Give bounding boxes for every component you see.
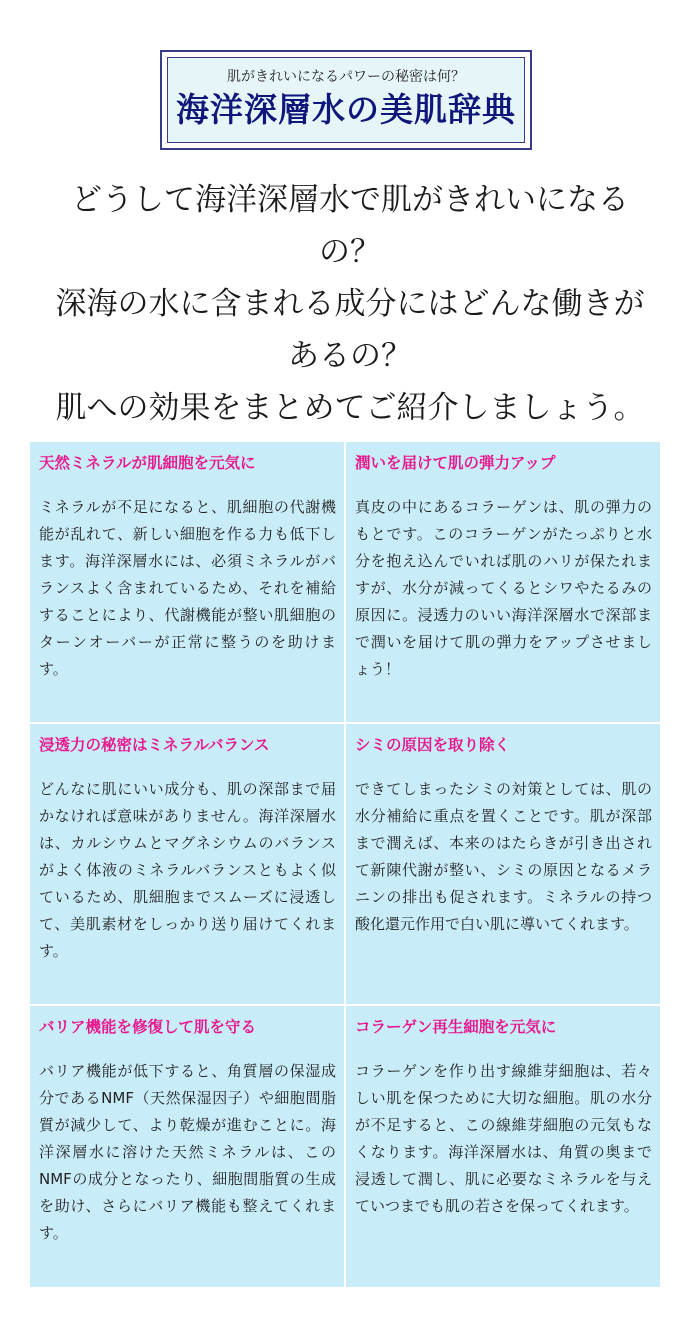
benefit-text: ミネラルが不足になると、肌細胞の代謝機能が乱れて、新しい細胞を作る力も低下します。海洋深層水には、必須ミネラルがバランスよく含まれているため、それを補給することにより、代謝機能が整い肌細胞のターンオーバーが正常に整うのを助けます。 <box>39 498 336 678</box>
benefit-card <box>346 442 660 722</box>
intro-line: の？ <box>319 234 381 270</box>
benefit-text: どんなに肌にいい成分も、肌の深部まで届かなければ意味がありません。海洋深層水は、カルシウムとマグネシウムのバランスがよく体液のミネラルバランスともよく似ているため、肌細胞までスムーズに浸透して、美肌素材をしっかり送り届けてくれます。 <box>39 780 336 960</box>
benefit-text: バリア機能が低下すると、角質層の保湿成分であるNMF（天然保湿因子）や細胞間脂質が減少して、より乾燥が進むことに。海洋深層水に溶けた天然ミネラルは、このNMFの成分となったり、細胞間脂質の生成を助け、さらにバリア機能も整えてくれます。 <box>39 1062 336 1242</box>
title-box <box>160 50 532 150</box>
page-subtitle: 肌がきれいになるパワーの秘密は何？ <box>227 69 465 85</box>
benefit-heading: シミの原因を取り除く <box>355 736 511 754</box>
intro-line: 深海の水に含まれる成分にはどんな働きが <box>55 286 645 322</box>
benefit-card <box>30 442 344 722</box>
benefit-text: できてしまったシミの対策としては、肌の水分補給に重点を置くことです。肌が深部まで潤えば、本来のはたらきが引き出されて新陳代謝が整い、シミの原因となるメラニンの排出も促されます。ミネラルの持つ酸化還元作用で白い肌に導いてくれます。 <box>355 780 652 933</box>
benefit-heading: バリア機能を修復して肌を守る <box>39 1018 257 1036</box>
benefit-heading: コラーゲン再生細胞を元気に <box>355 1018 557 1036</box>
intro-line: あるの？ <box>288 338 412 374</box>
benefit-heading: 天然ミネラルが肌細胞を元気に <box>39 454 256 472</box>
benefit-card <box>346 1006 660 1287</box>
benefit-card <box>30 1006 344 1287</box>
intro-line: どうして海洋深層水で肌がきれいになる <box>71 182 629 218</box>
benefits-grid <box>30 442 660 1287</box>
title-box-inner <box>167 57 525 143</box>
page-title: 海洋深層水の美肌辞典 <box>176 90 516 129</box>
intro-text <box>20 174 680 434</box>
benefit-card <box>30 724 344 1004</box>
benefit-text: 真皮の中にあるコラーゲンは、肌の弾力のもとです。このコラーゲンがたっぷりと水分を抱え込んでいれば肌のハリが保たれますが、水分が減ってくるとシワやたるみの原因に。浸透力のいい海洋深層水で深部まで潤いを届けて肌の弾力をアップさせましょう！ <box>355 498 652 678</box>
benefit-text: コラーゲンを作り出す線維芽細胞は、若々しい肌を保つために大切な細胞。肌の水分が不足すると、この線維芽細胞の元気もなくなります。海洋深層水は、角質の奥まで浸透して潤し、肌に必要なミネラルを与えていつまでも肌の若さを保ってくれます。 <box>355 1062 652 1215</box>
benefit-card <box>346 724 660 1004</box>
benefit-heading: 潤いを届けて肌の弾力アップ <box>355 454 556 472</box>
intro-line: 肌への効果をまとめてご紹介しましょう。 <box>55 390 645 426</box>
benefit-heading: 浸透力の秘密はミネラルバランス <box>39 736 270 754</box>
